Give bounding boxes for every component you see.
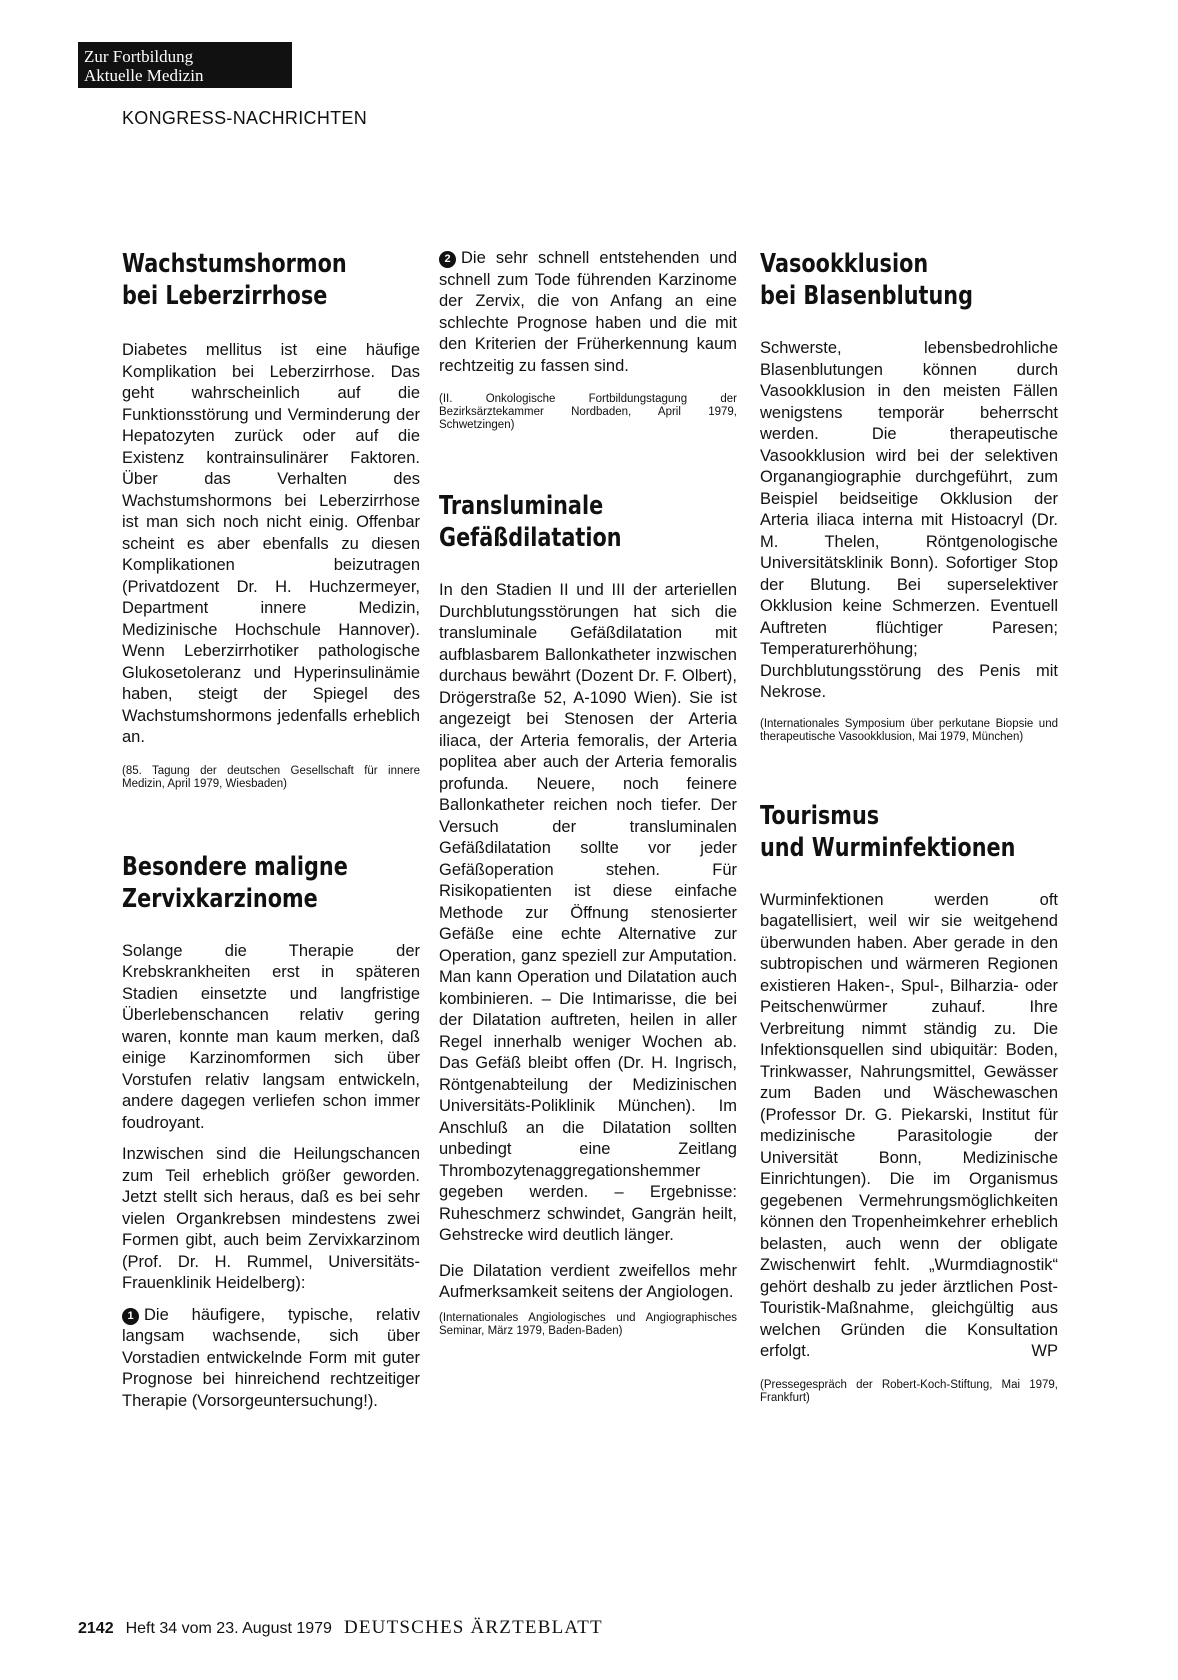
article-zervixkarzinome [122, 851, 420, 1413]
article-source: (II. Onkologische Fortbildungstagung der Bezirksärztekammer Nordbaden, April 1979, Schwetzingen) [439, 393, 737, 431]
article-paragraph: In den Stadien II und III der arteriellen Durchblutungsstörungen hat sich die transluminale Gefäßdilatation mit aufblasbarem Ballonkatheter inzwischen durchaus bewährt (Dozent Dr. F. Olbert), Drögerstraße 52, A-1090 Wien). Sie ist angezeigt bei Stenosen der Arteria iliaca, der Arteria femoralis, der Arteria poplitea aber auch der Arteria femoralis profunda. Neuere, noch feinere Ballonkatheter reichen noch tiefer. Der Versuch der transluminalen Gefäßdilatation sollte vor jeder Gefäßoperation stehen. Für Risikopatienten ist diese einfache Methode zur Öffnung stenosierter Gefäße eine echte Alternative zur Operation, ganz speziell zur Amputation. Man kann Operation und Dilatation auch kombinieren. – Die Intimarisse, die bei der Dilatation auftreten, heilen in aller Regel innerhalb weniger Wochen ab. Das Gefäß bleibt offen (Dr. H. Ingrisch, Röntgenabteilung der Medizinischen Universitäts-Poliklinik München). Im Anschluß an die Dilatation sollten unbedingt eine Zeitlang Thrombozytenaggregationshemmer gegeben werden. – Ergebnisse: Ruheschmerz schwindet, Gangrän heilt, Gehstrecke wird deutlich länger. [439, 581, 737, 1244]
article-body: Schwerste, lebensbedrohliche Blasenblutungen können durch Vasookklusion in den meisten Fällen wenigstens temporär beherrscht werden. Die therapeutische Vasookklusion wird bei der selektiven Organangiographie durchgeführt, zum Beispiel beidseitige Okklusion der Arteria iliaca interna mit Histoacryl (Dr. M. Thelen, Röntgenologische Universitätsklinik Bonn). Sofortiger Stop der Blutung. Bei superselektiver Okklusion keine Schmerzen. Eventuell Auftreten flüchtiger Paresen; Temperaturerhöhung; Durchblutungsstörung des Penis mit Nekrose. [760, 339, 1058, 701]
numbered-item-1: 1 Die häufigere, typische, relativ langsam wachsende, sich über Vorstadien entwickelnde Form mit guter Prognose bei hinreichend rechtzeitiger Therapie (Vorsorgeuntersuchung!). [122, 1305, 420, 1410]
article-paragraph: Solange die Therapie der Krebskrankheiten erst in späteren Stadien einsetzte und langfristige Überlebenschancen relativ gering waren, konnte man kaum merken, daß einige Karzinomformen sich über Vorstufen relativ langsam entwickeln, andere dagegen verliefen schon immer foudroyant. [122, 941, 420, 1132]
column-1 [122, 248, 420, 1412]
article-body: Wurminfektionen werden oft bagatellisiert, weil wir sie weitgehend überwunden haben. Aber gerade in den subtropischen und wärmeren Regionen existieren Haken-, Spul-, Bilharzia- oder Peitschenwürmer zuhauf. Ihre Verbreitung nimmt ständig zu. Die Infektionsquellen sind ubiquitär: Boden, Trinkwasser, Nahrungsmittel, Gewässer zum Baden und Wäschewaschen (Professor Dr. G. Piekarski, Institut für medizinische Parasitologie der Universität Bonn, Medizinische Einrichtungen). Die im Organismus gegebenen Vermehrungsmöglichkeiten können den Tropenheimkehrer erheblich belasten, auch wenn der obligate Zwischenwirt fehlt. „Wurmdiagnostik“ gehört deshalb zu jeder ärztlichen Post-Touristik-Maßnahme, gleichgültig aus welchen Gründen die Konsultation erfolgt. WP [760, 890, 1058, 1363]
author-signature: WP [1031, 1342, 1058, 1360]
column-3 [760, 248, 1058, 1405]
section-heading: KONGRESS-NACHRICHTEN [122, 108, 368, 128]
number-badge: 2 [439, 251, 456, 268]
article-title: Tourismus und Wurminfektionen [760, 800, 1016, 863]
category-badge [78, 42, 292, 88]
page-number: 2142 [78, 1620, 114, 1637]
numbered-item-2: 2 Die sehr schnell entstehenden und schnell zum Tode führenden Karzinome der Zervix, die von Anfang an eine schlechte Prognose haben und die mit den Kriterien der Früherkennung kaum rechtzeitig zu fassen sind. [439, 249, 737, 375]
article-title: Transluminale Gefäßdilatation [439, 491, 622, 553]
article-source: (Internationales Symposium über perkutane Biopsie und therapeutische Vasookklusion, Mai 1979, München) [760, 717, 1058, 743]
article-source: (85. Tagung der deutschen Gesellschaft für innere Medizin, April 1979, Wiesbaden) [122, 764, 420, 790]
journal-name: DEUTSCHES ÄRZTEBLATT [343, 1617, 603, 1638]
page-footer [78, 1617, 758, 1639]
article-source: (Pressegespräch der Robert-Koch-Stiftung, Mai 1979, Frankfurt) [760, 1378, 1058, 1404]
article-title: Besondere maligne Zervixkarzinome [122, 851, 348, 914]
article-wachstumshormon [122, 248, 420, 791]
number-badge: 1 [122, 1308, 139, 1325]
article-gefaessdilatation [439, 490, 737, 1338]
article-title: Vasookklusion bei Blasenblutung [760, 249, 973, 311]
issue-info: Heft 34 vom 23. August 1979 [125, 1620, 332, 1637]
badge-line-1: Zur Fortbildung [84, 47, 194, 66]
article-paragraph: Inzwischen sind die Heilungschancen zum Teil erheblich größer geworden. Jetzt stellt sich heraus, daß es bei sehr vielen Organkrebsen mindestens zwei Formen gibt, auch beim Zervixkarzinom (Prof. Dr. H. Rummel, Universitäts-Frauenklinik Heidelberg): [122, 1145, 420, 1292]
article-vasookklusion [760, 248, 1058, 744]
article-body: Diabetes mellitus ist eine häufige Komplikation bei Leberzirrhose. Das geht wahrscheinlich auf die Funktionsstörung und Verminderung der Hepatozyten zurück oder auf die Existenz kontrainsulinärer Faktoren. Über das Verhalten des Wachstumshormons bei Leberzirrhose ist man sich noch nicht einig. Offenbar scheint es aber ebenfalls zu diesen Komplikationen beizutragen (Privatdozent Dr. H. Huchzermeyer, Department innere Medizin, Medizinische Hochschule Hannover). Wenn Leberzirrhotiker pathologische Glukosetoleranz und Hyperinsulinämie haben, steigt der Spiegel des Wachstumshormons jedenfalls erheblich an. [122, 341, 420, 746]
article-paragraph: Die Dilatation verdient zweifellos mehr Aufmerksamkeit seitens der Angiologen. [439, 1261, 737, 1301]
article-title: Wachstumshormon bei Leberzirrhose [122, 249, 347, 311]
article-source: (Internationales Angiologisches und Angiographisches Seminar, März 1979, Baden-Baden) [439, 1311, 737, 1337]
article-tourismus [760, 800, 1058, 1405]
badge-line-2: Aktuelle Medizin [84, 66, 204, 85]
column-2 [439, 248, 737, 1338]
